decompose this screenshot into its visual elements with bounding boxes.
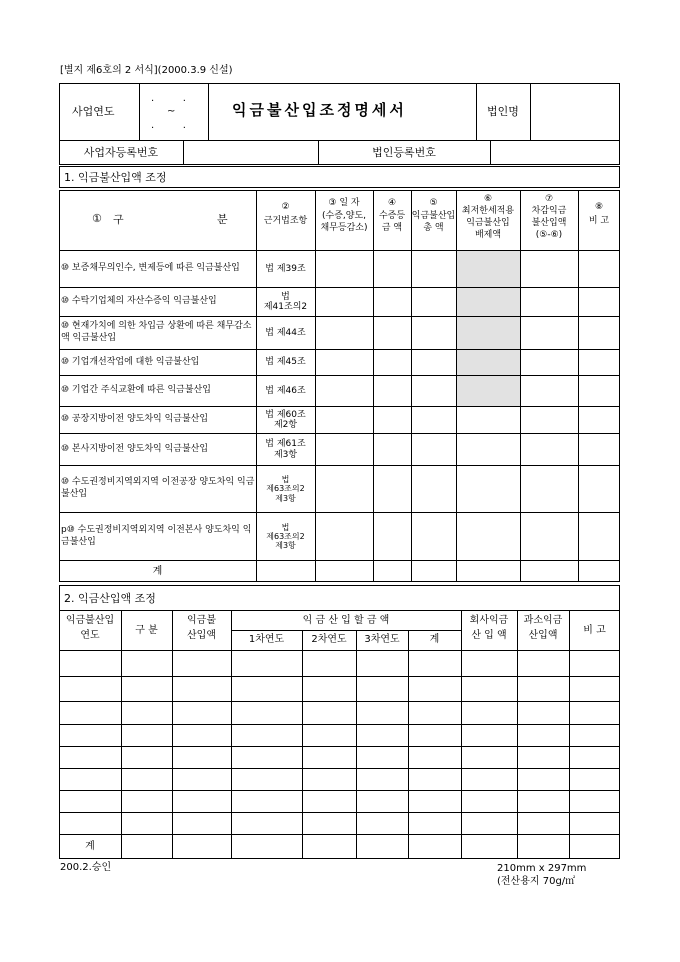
col-basis: 근거법조항: [263, 215, 308, 226]
row-label: ⑩ 수도권정비지역외지역 이전공장 양도차익 익금불산입: [61, 477, 255, 499]
biz-reg-label: 사업자등록번호: [83, 145, 159, 159]
col-company2: 산 입 액: [471, 630, 507, 642]
col-category-bun: 분: [217, 213, 228, 226]
col-remarks2: 비 고: [583, 624, 606, 636]
col-sum: 계: [429, 634, 440, 646]
col-received2: 금 액: [381, 222, 403, 233]
col-year: 익금불산입: [65, 615, 115, 627]
approval-note: 200.2.승인: [60, 862, 112, 873]
col-total-num: ⑤: [429, 198, 438, 209]
col-deduct: 차감익금: [531, 205, 567, 216]
col-received: 수증등: [378, 210, 406, 221]
col-company: 회사익금: [469, 615, 509, 627]
corp-reg-label: 법인등록번호: [372, 145, 436, 159]
col-mintax-num: ⑥: [483, 193, 493, 204]
col-deduct3: (⑤-⑥): [535, 229, 563, 240]
row-basis: 법 제63조의2 제3항: [266, 522, 305, 551]
col-excess2: 산입액: [528, 630, 558, 642]
col-mintax3: 배제액: [474, 229, 502, 240]
col-remarks-num: ⑧: [594, 201, 604, 212]
business-year-label: 사업연도: [72, 105, 115, 118]
col-deduct2: 불산입액: [531, 217, 567, 228]
col-total2: 총 액: [423, 222, 444, 233]
form-label: [별지 제6호의 2 서식](2000.3.9 신설): [60, 65, 233, 76]
business-year-tilde: ~: [167, 106, 176, 117]
col-category-gu: 구: [113, 213, 124, 226]
col-date-sub2: 채무등감소): [320, 222, 368, 233]
form-title: 익금불산입조정명세서: [232, 101, 407, 119]
business-year-dots-bottom: . .: [151, 120, 186, 131]
excluded-cells: [457, 250, 520, 406]
col-mintax: 최저한세적용: [461, 205, 515, 216]
row-basis: 법 제45조: [265, 357, 306, 368]
row-label: p⑩ 수도권정비지역외지역 이전본사 양도차익 익금불산입: [61, 524, 252, 547]
col-received-num: ④: [387, 198, 397, 209]
col-total: 익금불산입: [411, 210, 456, 221]
col-date: ③ 일 자: [328, 198, 360, 209]
col-deduct-num: ⑦: [544, 193, 554, 204]
col-year2nd: 2차연도: [311, 634, 347, 646]
col-year2: 연도: [80, 630, 100, 642]
col-excess: 과소익금: [523, 615, 563, 627]
col-category-num: ①: [92, 212, 102, 225]
col-gubun: 구 분: [135, 624, 158, 636]
row-basis: 법 제60조 제2항: [265, 409, 306, 430]
row-basis: 법 제39조: [265, 263, 306, 274]
row-label: ⑩ 공장지방이전 양도차익 익금불산입: [61, 414, 209, 425]
row-label: ⑩ 현재가치에 의한 차입금 상환에 따른 채무감소액 익금불산입: [61, 321, 252, 343]
col-year1: 1차연도: [248, 634, 285, 646]
row-label: ⑩ 보증채무의인수, 변제등에 따른 익금불산입: [61, 263, 240, 274]
col-mintax2: 익금불산입: [466, 217, 510, 228]
col-date-sub: (수증,양도,: [321, 210, 366, 221]
row-basis: 법 제63조의2 제3항: [266, 475, 305, 503]
section2-title: 2. 익금산입액 조정: [64, 592, 156, 605]
col-remarks: 비 고: [588, 215, 610, 226]
section1-total-label: 계: [152, 565, 163, 577]
corp-name-label[interactable]: 법인명: [487, 105, 519, 118]
paper-size: 210mm x 297mm: [497, 863, 587, 874]
row-basis: 법 제61조 제3항: [265, 439, 306, 460]
row-label: ⑩ 본사지방이전 양도차익 익금불산입: [61, 443, 209, 454]
row-basis: 법 제41조의2: [263, 291, 308, 312]
col-year3: 3차연도: [364, 634, 400, 646]
col-basis-num: ②: [281, 201, 290, 212]
col-amount: 익금불: [187, 615, 216, 627]
row-basis: 법 제44조: [265, 327, 306, 338]
col-amount2: 산입액: [187, 630, 216, 642]
business-year-dots-top: . .: [151, 93, 186, 104]
section1-title: 1. 익금불산입액 조정: [64, 171, 167, 184]
row-label: ⑩ 수탁기업체의 자산수증익 익금불산입: [61, 296, 217, 307]
col-inclusion-header: 익 금 산 입 할 금 액: [302, 614, 390, 626]
row-label: ⑩ 기업간 주식교환에 따른 익금불산입: [61, 385, 211, 396]
row-label: ⑩ 기업개선작업에 대한 익금불산입: [61, 356, 200, 367]
section2-total-label: 계: [85, 841, 95, 853]
paper-type: (전산용지 70g/㎡: [497, 876, 576, 887]
row-basis: 법 제46조: [265, 385, 306, 396]
